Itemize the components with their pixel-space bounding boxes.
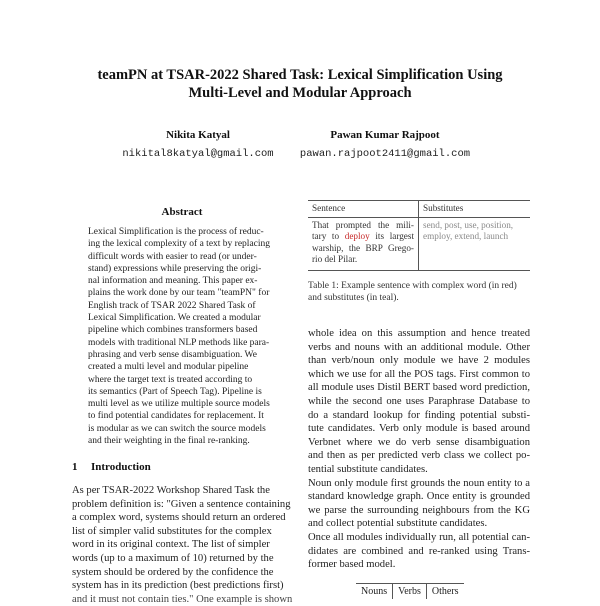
text-line: Lexical Simplification is the process of reduc- — [88, 227, 264, 237]
author-name: Pawan Kumar Rajpoot — [330, 129, 440, 141]
text-line: where the target text is treated according to — [88, 374, 253, 385]
section-number: 1 — [72, 461, 78, 473]
table-row — [308, 217, 530, 270]
text-line: didates are combined and re-ranked using Trans- — [308, 545, 530, 557]
text-line: As per TSAR-2022 Workshop Shared Task the — [72, 485, 270, 496]
table-cell-sentence — [308, 217, 419, 270]
section-title: Introduction — [91, 461, 151, 473]
text-line: and their weighting in the final re-ranking. — [88, 436, 250, 447]
text-line: tute candidates. Verb only module is based around — [308, 423, 530, 435]
text-line: we parse the surrounding neighbours from the KG — [308, 504, 530, 516]
text-line: Once all modules individually run, all potential can- — [308, 531, 530, 543]
table-header-sentence: Sentence — [308, 201, 419, 218]
text-line: do a standard lookup for finding potential substi- — [308, 409, 530, 421]
text-line: to find potential candidates for replacement. It — [88, 411, 264, 422]
text-line: models with traditional NLP methods like para- — [88, 337, 270, 348]
text-line: is modular as we can switch the source models — [88, 423, 266, 434]
text-line: problem definition is: "Given a sentence containing — [72, 498, 291, 510]
author-email: pawan.rajpoot2411@gmail.com — [299, 148, 471, 160]
text-line: ing the lexical complexity of a text by replacing — [88, 239, 271, 250]
text-line: multi level as we utilize multiple source models — [88, 399, 270, 410]
text-line: and collect potential substitute candidates. — [308, 518, 488, 530]
text-line: tential substitute candidates. — [308, 463, 428, 475]
text-line: standard knowledge graph. Once entity is grounded — [308, 491, 530, 503]
sentence-after: its largest warship, the BRP Grego-rio del Pilar. — [312, 231, 415, 264]
text-line: stand) expressions while preserving the origi- — [88, 263, 262, 274]
text-line: English track of TSAR 2022 Shared Task of — [88, 300, 256, 311]
table-header-substitutes: Substitutes — [419, 201, 531, 218]
text-line: Verbnet where we do verb sense disambiguation — [308, 436, 530, 448]
text-line: nal information and meaning. This paper ex- — [88, 276, 258, 287]
complex-word: deploy — [344, 231, 370, 241]
text-line: words (up to a maximum of 10) returned by the — [72, 552, 274, 564]
text-line: created a multi level and modular pipeline — [88, 362, 249, 373]
author-1 — [118, 128, 278, 161]
text-line: and it must not contain ties." One example is shown — [72, 593, 293, 605]
paragraph — [308, 477, 530, 531]
text-line: phrasing and verb sense disambiguation. We — [88, 349, 257, 360]
text-line: while the second one uses Paraphrase Database to — [308, 395, 530, 407]
title-line-2: Multi-Level and Modular Approach — [188, 85, 412, 101]
right-column-body — [308, 327, 530, 572]
text-line: plains the work done by our team "teamPN" for — [88, 288, 270, 299]
section-heading-introduction — [72, 461, 151, 473]
paragraph — [308, 327, 530, 477]
text-line: and then as per predicted verb class we collect po- — [308, 450, 530, 462]
abstract-heading: Abstract — [161, 206, 203, 218]
pos-table — [356, 583, 464, 599]
text-line: system has in its prediction (best predictions first) — [72, 580, 284, 592]
text-line: a complex word, systems should return an ordered — [72, 512, 286, 524]
text-line: difficult words with easier to read (or under- — [88, 251, 257, 262]
text-line: Lexical Simplification. We created a modular — [88, 313, 261, 324]
paper-title — [60, 66, 540, 102]
author-email: nikital8katyal@gmail.com — [122, 148, 274, 160]
paragraph — [308, 531, 530, 572]
title-line-1: teamPN at TSAR-2022 Shared Task: Lexical Simplification Using — [97, 67, 503, 83]
text-line: former based model. — [308, 559, 396, 571]
table-header-nouns: Nouns — [356, 584, 393, 600]
author-2 — [296, 128, 474, 161]
text-line: word in its original context. The list of simpler — [72, 539, 270, 551]
table-header-row — [356, 584, 464, 600]
table-caption: Table 1: Example sentence with complex word (in red) and substitutes (in teal). — [308, 281, 517, 304]
table-cell-substitutes: send, post, use, position, employ, extend, launch — [419, 217, 531, 270]
example-table — [308, 200, 530, 271]
table-header-verbs: Verbs — [393, 584, 427, 600]
text-line: than verb/noun only module we have 2 modules — [308, 355, 530, 367]
text-line: Noun only module first grounds the noun entity to a — [308, 477, 530, 489]
sentence-before: That prompted the mili-tary to — [312, 219, 414, 241]
table-header-row — [308, 201, 530, 218]
text-line: all module uses Distil BERT based word prediction, — [308, 382, 530, 394]
text-line: list of simpler valid substitutes for the complex — [72, 525, 272, 537]
text-line: whole idea on this assumption and hence treated — [308, 328, 530, 339]
abstract-body — [88, 226, 276, 447]
table-header-others: Others — [426, 584, 463, 600]
introduction-body — [72, 484, 294, 606]
text-line: system should be ordered by the confidence the — [72, 566, 274, 578]
text-line: pipeline which combines transformers based — [88, 325, 258, 336]
text-line: verbs and nouns with an additional module. Other — [308, 341, 530, 353]
author-name: Nikita Katyal — [166, 129, 230, 141]
text-line: its semantics (Part of Speech Tag). Pipeline is — [88, 386, 262, 397]
text-line: which we use for all the POS tags. First common to — [308, 368, 530, 380]
